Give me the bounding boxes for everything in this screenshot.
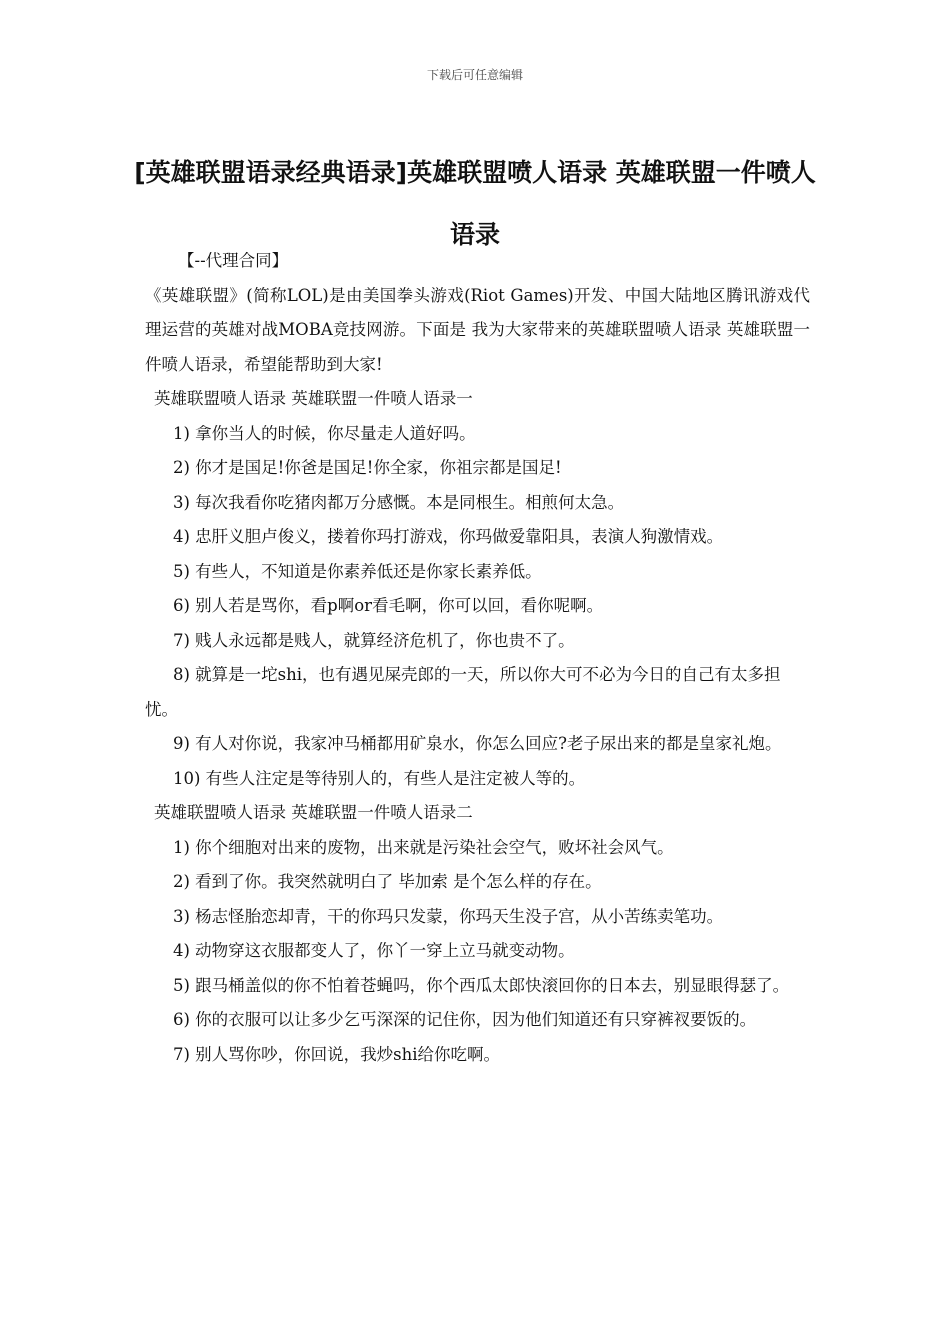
list-item: 8) 就算是一坨shi，也有遇见屎壳郎的一天，所以你大可不必为今日的自己有太多担忧。 [145, 665, 781, 719]
list-item: 5) 有些人，不知道是你素养低还是你家长素养低。 [173, 561, 542, 581]
list-item: 2) 你才是国足!你爸是国足!你全家，你祖宗都是国足! [173, 458, 562, 477]
document-body [145, 244, 810, 1072]
list-item: 1) 你个细胞对出来的废物，出来就是污染社会空气，败坏社会风气。 [173, 837, 674, 857]
list-item: 9) 有人对你说，我家冲马桶都用矿泉水，你怎么回应?老子尿出来的都是皇家礼炮。 [173, 734, 782, 753]
section1-title: 英雄联盟喷人语录 英雄联盟一件喷人语录一 [154, 389, 473, 408]
intro-paragraph: 《英雄联盟》(简称LOL)是由美国拳头游戏(Riot Games)开发、中国大陆地区腾讯游戏代理运营的英雄对战MOBA竞技网游。下面是 我为大家带来的英雄联盟喷人语录 英雄联盟一件喷人语录，希望能帮助到大家! [145, 285, 810, 374]
list-item: 5) 跟马桶盖似的你不怕着苍蝇吗，你个西瓜太郎快滚回你的日本去，别显眼得瑟了。 [173, 975, 790, 995]
list-item: 2) 看到了你。我突然就明白了 毕加索 是个怎么样的存在。 [173, 872, 602, 891]
list-item: 3) 每次我看你吃猪肉都万分感慨。本是同根生。相煎何太急。 [173, 492, 625, 512]
list-item: 7) 别人骂你吵，你回说，我炒shi给你吃啊。 [173, 1044, 501, 1064]
list-item: 6) 你的衣服可以让多少乞丐深深的记住你，因为他们知道还有只穿裤衩要饭的。 [173, 1010, 757, 1029]
list-item: 4) 动物穿这衣服都变人了，你丫一穿上立马就变动物。 [173, 941, 575, 960]
sub-heading: 【--代理合同】 [178, 251, 289, 270]
list-item: 7) 贱人永远都是贱人，就算经济危机了，你也贵不了。 [173, 630, 575, 650]
list-item: 6) 别人若是骂你，看p啊or看毛啊，你可以回，看你呢啊。 [173, 596, 604, 615]
list-item: 3) 杨志怪胎恋却青，干的你玛只发蒙，你玛天生没子宫，从小苦练卖笔功。 [173, 906, 724, 926]
header-note: 下载后可任意编辑 [426, 68, 523, 82]
document-title: [英雄联盟语录经典语录]英雄联盟喷人语录 英雄联盟一件喷人语录 [134, 158, 816, 249]
section2-title: 英雄联盟喷人语录 英雄联盟一件喷人语录二 [154, 803, 473, 822]
list-item: 1) 拿你当人的时候，你尽量走人道好吗。 [173, 423, 476, 443]
list-item: 4) 忠肝义胆卢俊义，搂着你玛打游戏，你玛做爱靠阳具，表演人狗激情戏。 [173, 527, 724, 546]
list-item: 10) 有些人注定是等待别人的，有些人是注定被人等的。 [173, 768, 586, 788]
